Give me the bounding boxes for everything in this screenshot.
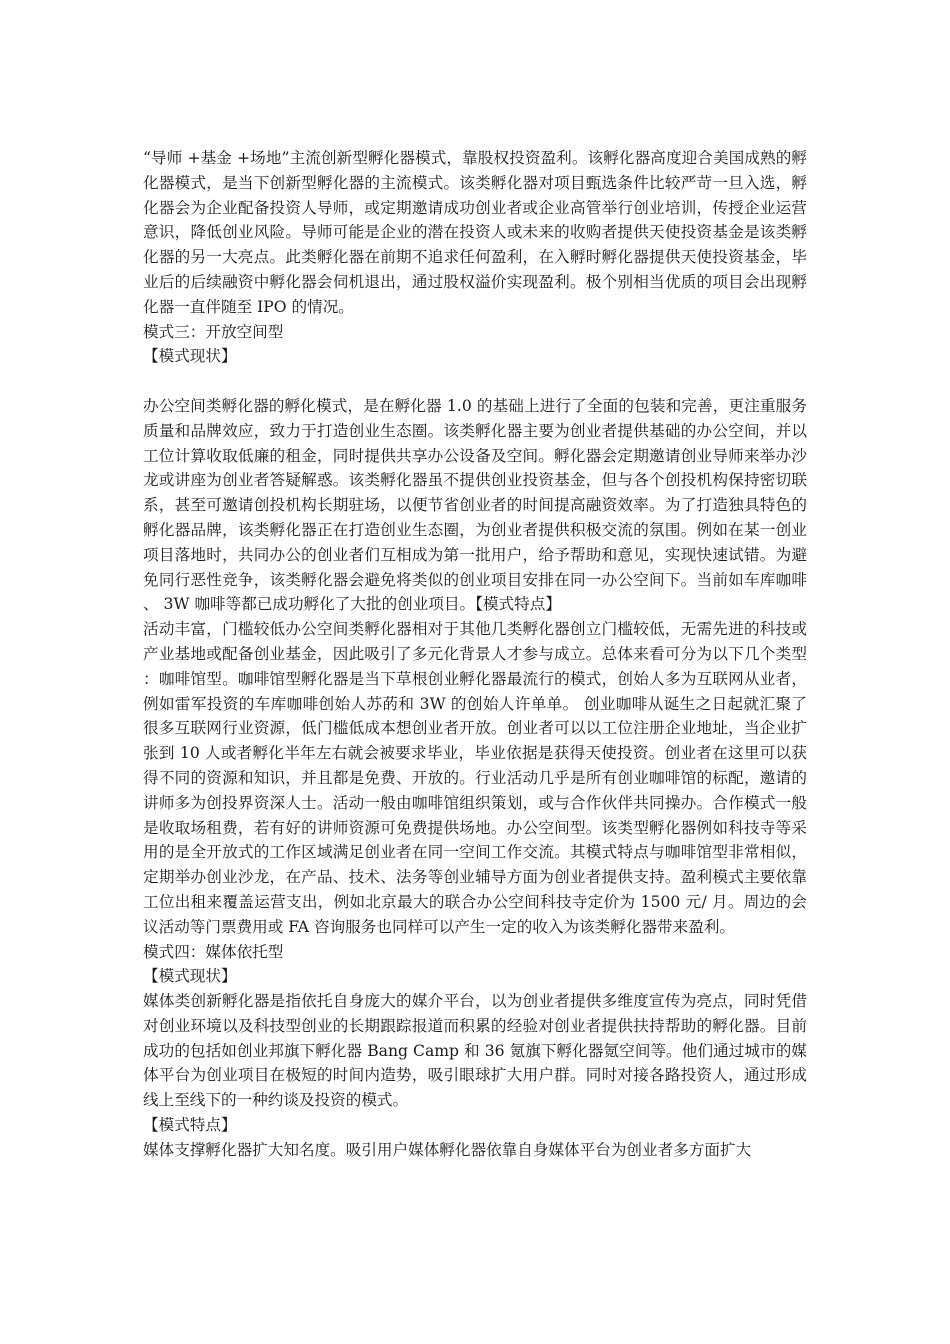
- paragraph-office-space-status: 办公空间类孵化器的孵化模式，是在孵化器 1.0 的基础上进行了全面的包装和完善，更注重服务质量和品牌效应，致力于打造创业生态圈。该类孵化器主要为创业者提供基础的办公空间，并以工位计算收取低廉的租金，同时提供共享办公设备及空间。孵化器会定期邀请创业导师来举办沙龙或讲座为创业者答疑解惑。该类孵化器虽不提供创业投资基金，但与各个创投机构保持密切联系，甚至可邀请创投机构长期驻场，以便节省创业者的时间提高融资效率。为了打造独具特色的孵化器品牌，该类孵化器正在打造创业生态圈，为创业者提供积极交流的氛围。例如在某一创业项目落地时，共同办公的创业者们互相成为第一批用户，给予帮助和意见，实现快速试错。为避免同行恶性竞争，该类孵化器会避免将类似的创业项目安排在同一办公空间下。当前如车库咖啡、 3W 咖啡等都已成功孵化了大批的创业项目。【模式特点】: [143, 396, 807, 614]
- subheading-media-features: 【模式特点】: [143, 1116, 237, 1135]
- subheading-media-status: 【模式现状】: [143, 967, 237, 986]
- paragraph-office-space-features: 活动丰富，门槛较低办公空间类孵化器相对于其他几类孵化器创立门槛较低，无需先进的科技或产业基地或配备创业基金，因此吸引了多元化背景人才参与成立。总体来看可分为以下几个类型：咖啡馆型。咖啡馆型孵化器是当下草根创业孵化器最流行的模式，创始人多为互联网从业者，例如雷军投资的车库咖啡创始人苏菂和 3W 的创始人许单单。 创业咖啡从诞生之日起就汇聚了很多互联网行业资源，低门槛低成本想创业者开放。创业者可以以工位注册企业地址，当企业扩张到 10 人或者孵化半年左右就会被要求毕业，毕业依据是获得天使投资。创业者在这里可以获得不同的资源和知识，并且都是免费、开放的。行业活动几乎是所有创业咖啡馆的标配，邀请的讲师多为创投界资深人士。活动一般由咖啡馆组织策划，或与合作伙伴共同操办。合作模式一般是收取场租费，若有好的讲师资源可免费提供场地。办公空间型。该类型孵化器例如科技寺等采用的是全开放式的工作区域满足创业者在同一空间工作交流。其模式特点与咖啡馆型非常相似，定期举办创业沙龙，在产品、技术、法务等创业辅导方面为创业者提供支持。盈利模式主要依靠工位出租来覆盖运营支出，例如北京最大的联合办公空间科技寺定价为 1500 元/ 月。周边的会议活动等门票费用或 FA 咨询服务也同样可以产生一定的收入为该类孵化器带来盈利。: [143, 620, 807, 936]
- heading-mode-three: 模式三：开放空间型: [143, 322, 284, 341]
- document-body: [143, 146, 807, 1163]
- blank-line: [143, 369, 807, 394]
- paragraph-media-status: 媒体类创新孵化器是指依托自身庞大的媒介平台，以为创业者提供多维度宣传为亮点，同时凭借对创业环境以及科技型创业的长期跟踪报道而积累的经验对创业者提供扶持帮助的孵化器。目前成功的包括如创业邦旗下孵化器 Bang Camp 和 36 氪旗下孵化器氪空间等。他们通过城市的媒体平台为创业项目在极短的时间内造势，吸引眼球扩大用户群。同时对接各路投资人，通过形成线上至线下的一种约谈及投资的模式。: [143, 992, 807, 1110]
- heading-mode-four: 模式四：媒体依托型: [143, 942, 284, 961]
- paragraph-media-features: 媒体支撑孵化器扩大知名度。吸引用户媒体孵化器依靠自身媒体平台为创业者多方面扩大: [143, 1140, 752, 1159]
- paragraph-mentor-fund-space: “导师 +基金 +场地”主流创新型孵化器模式，靠股权投资盈利。该孵化器高度迎合美国成熟的孵化器模式，是当下创新型孵化器的主流模式。该类孵化器对项目甄选条件比较严苛一旦入选，孵化器会为企业配备投资人导师，或定期邀请成功创业者或企业高管举行创业培训，传授企业运营意识，降低创业风险。导师可能是企业的潜在投资人或未来的收购者提供天使投资基金是该类孵化器的另一大亮点。此类孵化器在前期不追求任何盈利，在入孵时孵化器提供天使投资基金，毕业后的后续融资中孵化器会伺机退出，通过股权溢价实现盈利。极个别相当优质的项目会出现孵化器一直伴随至 IPO 的情况。: [143, 149, 807, 316]
- subheading-mode-status: 【模式现状】: [143, 347, 237, 366]
